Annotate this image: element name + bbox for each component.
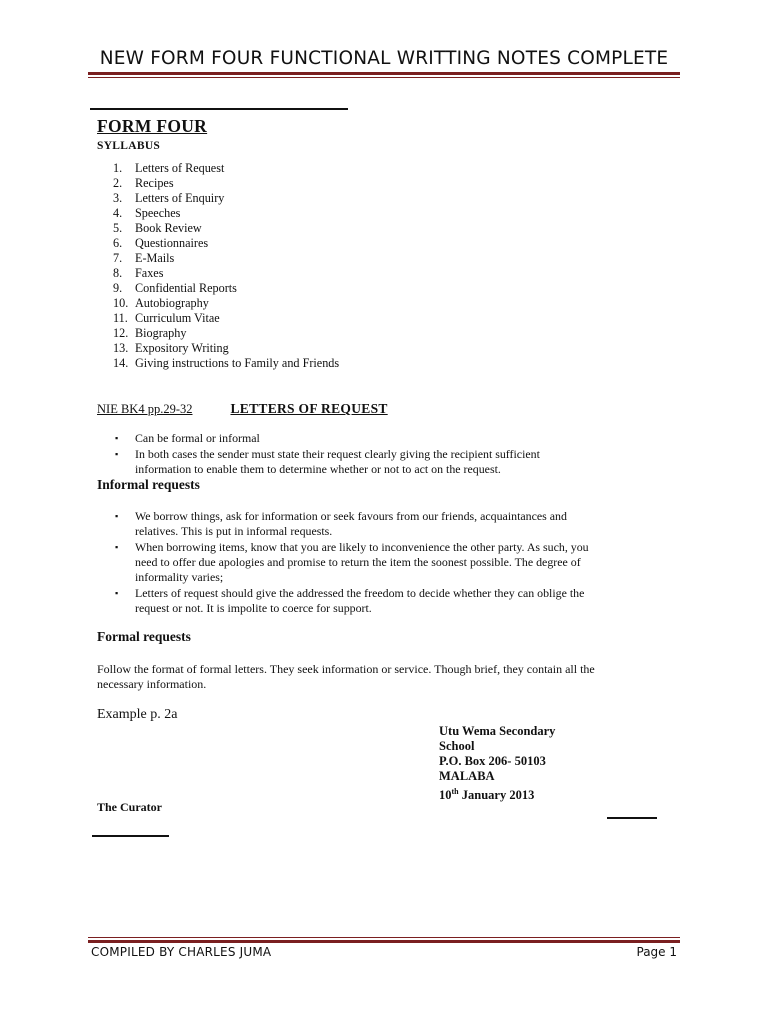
informal-bullet-list	[113, 509, 601, 617]
syllabus-item: 1. Letters of Request	[113, 161, 225, 175]
letter-date: 10th January 2013	[439, 787, 535, 803]
syllabus-item: 2. Recipes	[113, 176, 174, 190]
section-reference: NIE BK4 pp.29-32	[97, 402, 193, 416]
example-label: Example p. 2a	[97, 707, 178, 722]
syllabus-item: 8. Faxes	[113, 266, 164, 280]
footer-page-number: Page 1	[636, 945, 677, 959]
intro-bullet-list	[113, 431, 593, 478]
header-rule-thick	[88, 72, 680, 75]
header-rule-thin	[88, 77, 680, 78]
informal-requests-heading: Informal requests	[97, 477, 200, 492]
footer-compiled-by: COMPILED BY CHARLES JUMA	[91, 945, 272, 959]
syllabus-item: 4. Speeches	[113, 206, 181, 220]
formal-requests-text: Follow the format of formal letters. They seek information or service. Though brief, they contain all the necessary information.	[97, 662, 595, 691]
section-title: LETTERS OF REQUEST	[230, 401, 388, 416]
syllabus-item: 5. Book Review	[113, 221, 202, 235]
list-item: ▪ Can be formal or informal	[113, 431, 593, 446]
recipient-name: The Curator	[97, 800, 162, 814]
formal-requests-heading: Formal requests	[97, 629, 191, 644]
syllabus-item: 12. Biography	[113, 326, 187, 340]
list-item: ▪ In both cases the sender must state their request clearly giving the recipient sufficient information to enable them to determine whether or not to act on the request.	[113, 447, 593, 477]
syllabus-list	[113, 161, 339, 371]
list-item: ▪ We borrow things, ask for information or seek favours from our friends, acquaintances and relatives. This is put in informal requests.	[113, 509, 601, 539]
syllabus-item: 6. Questionnaires	[113, 236, 209, 250]
syllabus-item: 3. Letters of Enquiry	[113, 191, 225, 205]
address-underline	[607, 817, 657, 819]
sender-address: Utu Wema Secondary School P.O. Box 206- 50103 MALABA 10th January 2013	[439, 724, 556, 803]
syllabus-label: SYLLABUS	[97, 140, 161, 152]
footer-rule-thick	[88, 940, 680, 943]
form-four-heading: FORM FOUR	[97, 116, 208, 136]
footer-rule-thin	[88, 937, 680, 938]
syllabus-item: 13. Expository Writing	[113, 341, 229, 355]
list-item: ▪ Letters of request should give the addressed the freedom to decide whether they can oblige the request or not. It is impolite to coerce for support.	[113, 586, 601, 616]
top-divider-line	[90, 108, 348, 110]
syllabus-item: 14. Giving instructions to Family and Friends	[113, 356, 340, 370]
syllabus-item: 7. E-Mails	[113, 251, 175, 265]
list-item: ▪ When borrowing items, know that you are likely to inconvenience the other party. As such, you need to offer due apologies and promise to return the item the soonest possible. The degree of informality varies;	[113, 540, 601, 585]
syllabus-item: 9. Confidential Reports	[113, 281, 237, 295]
syllabus-item: 10. Autobiography	[113, 296, 209, 310]
recipient-underline	[92, 835, 169, 837]
section-heading	[97, 401, 388, 417]
document-header-title: NEW FORM FOUR FUNCTIONAL WRITTING NOTES COMPLETE	[99, 48, 669, 69]
syllabus-item: 11. Curriculum Vitae	[113, 311, 220, 325]
